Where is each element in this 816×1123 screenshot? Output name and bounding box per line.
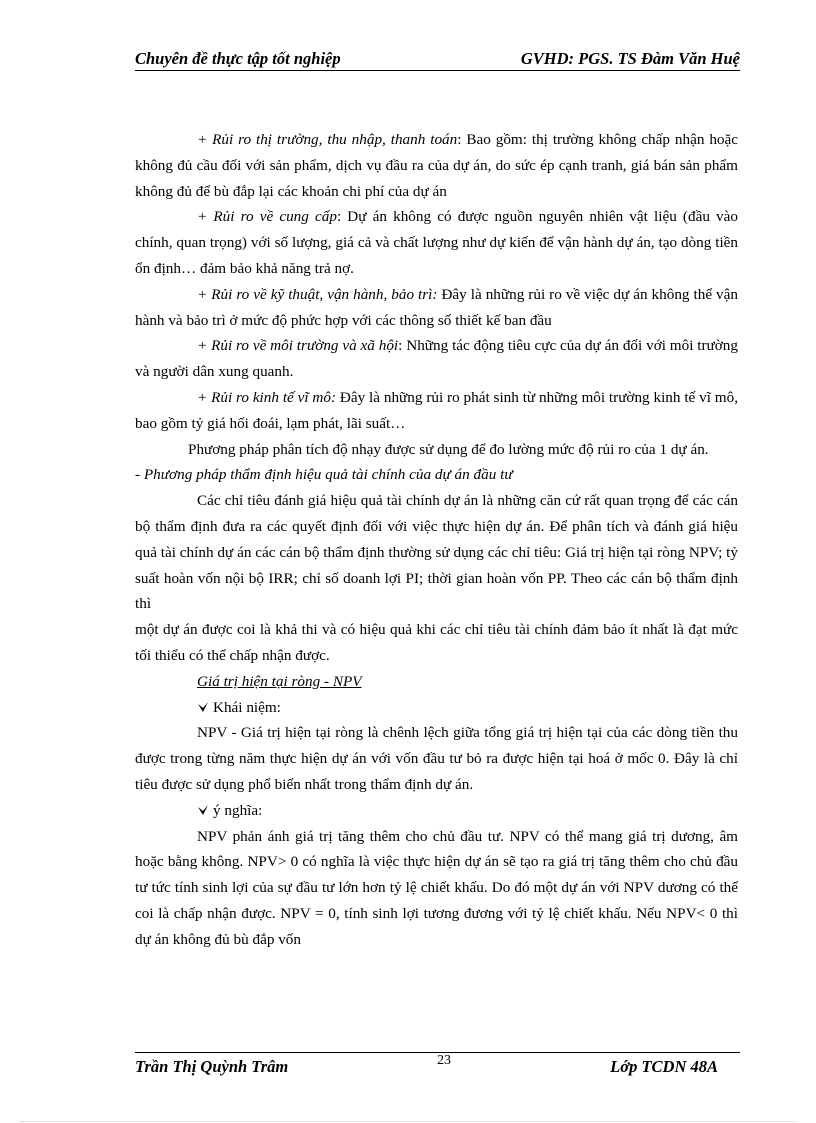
technical-risk-label: + Rủi ro về kỹ thuật, vận hành, bảo trì: bbox=[197, 285, 438, 303]
paragraph-supply-risk bbox=[135, 204, 738, 281]
footer-author: Trần Thị Quỳnh Trâm bbox=[135, 1057, 289, 1076]
page-footer bbox=[135, 1052, 740, 1083]
meaning-line bbox=[135, 798, 738, 824]
header-advisor: GVHD: PGS. TS Đàm Văn Huệ bbox=[520, 49, 740, 68]
meaning-label: ý nghĩa: bbox=[213, 801, 263, 819]
macro-risk-label: + Rủi ro kinh tế vĩ mô: bbox=[197, 388, 337, 406]
check-bullet-icon bbox=[197, 701, 209, 713]
page-number: 23 bbox=[437, 1053, 451, 1068]
paragraph-macro-risk bbox=[135, 385, 738, 437]
paragraph-npv-concept: NPV - Giá trị hiện tại ròng là chênh lệch giữa tổng giá trị hiện tại của các dòng tiền thu được trong từng năm thực hiện dự án với vốn đầu tư bỏ ra được hiện tại hoá ở mốc 0. Đây là chỉ tiêu được sử dụng phổ biến nhất trong thẩm định dự án. bbox=[135, 724, 738, 793]
header-title: Chuyên đề thực tập tốt nghiệp bbox=[135, 49, 341, 68]
technical-risk-text: Đây là những rủi ro về việc dự án không thể vận hành và bảo trì ở mức độ phức hợp với các thông số thiết kế ban đầu bbox=[135, 285, 738, 329]
macro-risk-text: Đây là những rủi ro phát sinh từ những môi trường kinh tế vĩ mô, bao gồm tỷ giá hối đoái, lạm phát, lãi suất… bbox=[135, 388, 739, 432]
page-header bbox=[135, 48, 740, 71]
page-edge-divider bbox=[20, 1121, 796, 1122]
section-heading-appraisal-method: - Phương pháp thẩm định hiệu quả tài chính của dự án đầu tư bbox=[135, 466, 513, 484]
market-risk-label: + Rủi ro thị trường, thu nhập, thanh toán bbox=[197, 131, 458, 148]
paragraph-sensitivity: Phương pháp phân tích độ nhạy được sử dụng để đo lường mức độ rủi ro của 1 dự án. bbox=[188, 440, 709, 458]
paragraph-npv-meaning: NPV phản ánh giá trị tăng thêm cho chủ đầu tư. NPV có thể mang giá trị dương, âm hoặc bằng không. NPV> 0 có nghĩa là việc thực hiện dự án sẽ tạo ra giá trị tăng thêm cho chủ đầu tư tức tính sinh lợi của sự đầu tư lớn hơn tỷ lệ chiết khấu. Do đó một dự án với NPV dương có thể coi là chấp nhận được. NPV = 0, tính sinh lợi tương đương với tỷ lệ chiết khấu. Nếu NPV< 0 thì dự án không đủ bù đắp vốn bbox=[135, 827, 738, 948]
concept-line bbox=[135, 695, 738, 721]
environment-risk-label: + Rủi ro về môi trường và xã hội bbox=[197, 337, 399, 355]
check-bullet-icon bbox=[197, 804, 209, 816]
paragraph-market-risk bbox=[135, 127, 738, 204]
supply-risk-text: : Dự án không có được nguồn nguyên nhiên vật liệu (đầu vào chính, quan trọng) với số lượng, giá cả và chất lượng như dự kiến để vận hành dự án, tạo dòng tiền ổn định… đảm bảo khả năng trả nợ. bbox=[135, 208, 738, 277]
npv-heading: Giá trị hiện tại ròng - NPV bbox=[197, 672, 362, 690]
footer-class: Lớp TCDN 48A bbox=[610, 1057, 718, 1076]
environment-risk-text: : Những tác động tiêu cực của dự án đối với môi trường và người dân xung quanh. bbox=[135, 337, 738, 381]
concept-label: Khái niệm: bbox=[213, 698, 281, 716]
paragraph-indicators: Các chỉ tiêu đánh giá hiệu quả tài chính dự án là những căn cứ rất quan trọng để các cán bộ thẩm định đưa ra các quyết định đối với việc thực hiện dự án. Để phân tích và đánh giá hiệu quả tài chính dự án các cán bộ thẩm định thường sử dụng các chỉ tiêu: Giá trị hiện tại ròng NPV; tỷ suất hoàn vốn nội bộ IRR; chỉ số doanh lợi PI; thời gian hoàn vốn PP. Theo các cán bộ thẩm định thì bbox=[135, 492, 738, 613]
supply-risk-label: + Rủi ro về cung cấp bbox=[197, 208, 337, 226]
paragraph-environment-risk bbox=[135, 333, 738, 385]
paragraph-technical-risk bbox=[135, 282, 738, 334]
npv-heading-line bbox=[135, 669, 738, 695]
paragraph-feasibility: một dự án được coi là khả thi và có hiệu quả khi các chỉ tiêu tài chính đảm bảo ít nhất là đạt mức tối thiểu có thể chấp nhận được. bbox=[135, 621, 738, 664]
document-body bbox=[135, 127, 738, 953]
market-risk-text: : Bao gồm: thị trường không chấp nhận hoặc không đủ cầu đối với sản phẩm, dịch vụ đầu ra của dự án, do sức ép cạnh tranh, giá bán sản phẩm không đủ để bù đắp lại các khoản chi phí của dự án bbox=[135, 131, 738, 200]
